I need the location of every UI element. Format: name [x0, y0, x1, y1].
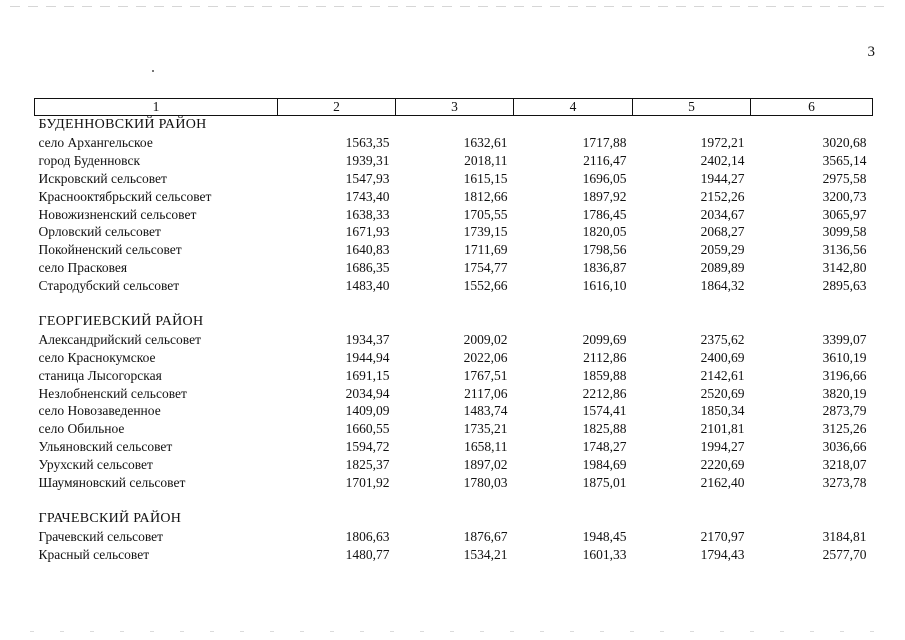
value-cell-col-4: 1948,45	[582, 528, 627, 544]
scan-artifact-top	[10, 6, 890, 7]
table-row	[35, 349, 873, 367]
district-name: ГЕОРГИЕВСКИЙ РАЙОН	[38, 313, 204, 329]
value-cell-col-6: 3610,19	[822, 349, 867, 365]
settlement-name: Ульяновский сельсовет	[38, 439, 173, 455]
value-cell-col-4: 1748,27	[582, 439, 627, 455]
value-cell-col-6: 3065,97	[822, 206, 867, 222]
value-cell-col-4: 1717,88	[582, 134, 627, 150]
value-cell-col-6: 3099,58	[822, 224, 867, 240]
value-cell-col-2: 1409,09	[345, 403, 390, 419]
value-cell-col-2: 1825,37	[345, 457, 390, 473]
table-row	[35, 331, 873, 349]
value-cell-col-4: 1820,05	[582, 224, 627, 240]
value-cell-col-6: 2895,63	[822, 278, 867, 294]
value-cell-col-5: 2034,67	[700, 206, 745, 222]
value-cell-col-5: 2520,69	[700, 385, 745, 401]
value-cell-col-2: 1483,40	[345, 278, 390, 294]
value-cell-col-4: 1786,45	[582, 206, 627, 222]
value-cell-col-4: 1616,10	[582, 278, 627, 294]
table-row	[35, 152, 873, 170]
settlement-name: село Новозаведенное	[38, 403, 161, 419]
table-row	[35, 134, 873, 152]
value-cell-col-4: 2112,86	[583, 349, 627, 365]
section-spacer	[35, 492, 873, 510]
settlement-name: Покойненский сельсовет	[38, 242, 182, 258]
value-cell-col-2: 1701,92	[345, 475, 390, 491]
value-cell-col-2: 1547,93	[345, 170, 390, 186]
table-row	[35, 474, 873, 492]
table-row	[35, 206, 873, 224]
value-cell-col-2: 1660,55	[345, 421, 390, 437]
value-cell-col-2: 2034,94	[345, 385, 390, 401]
value-cell-col-4: 1859,88	[582, 367, 627, 383]
value-cell-col-3: 1739,15	[463, 224, 508, 240]
table-row	[35, 402, 873, 420]
value-cell-col-2: 1686,35	[345, 260, 390, 276]
column-header-1: 1	[35, 99, 278, 116]
district-header-row	[35, 313, 873, 331]
table-row	[35, 170, 873, 188]
value-cell-col-2: 1480,77	[345, 546, 390, 562]
value-cell-col-5: 2152,26	[700, 188, 745, 204]
value-cell-col-5: 1864,32	[700, 278, 745, 294]
table-row	[35, 277, 873, 295]
value-cell-col-4: 1836,87	[582, 260, 627, 276]
table-row	[35, 438, 873, 456]
value-cell-col-2: 1944,94	[345, 349, 390, 365]
column-header-5: 5	[633, 99, 751, 116]
table-row	[35, 385, 873, 403]
settlement-name: Новожизненский сельсовет	[38, 206, 197, 222]
value-cell-col-2: 1743,40	[345, 188, 390, 204]
value-cell-col-5: 2170,97	[700, 528, 745, 544]
value-cell-col-2: 1563,35	[345, 134, 390, 150]
value-cell-col-5: 2068,27	[700, 224, 745, 240]
column-header-6: 6	[751, 99, 873, 116]
value-cell-col-5: 1994,27	[700, 439, 745, 455]
table-row	[35, 420, 873, 438]
value-cell-col-6: 3020,68	[822, 134, 867, 150]
value-cell-col-3: 2009,02	[463, 331, 508, 347]
settlement-name: Искровский сельсовет	[38, 170, 167, 186]
settlement-name: Урухский сельсовет	[38, 457, 153, 473]
value-cell-col-5: 2162,40	[700, 475, 745, 491]
value-cell-col-3: 1658,11	[464, 439, 508, 455]
section-spacer	[35, 295, 873, 313]
value-cell-col-5: 2375,62	[700, 331, 745, 347]
settlement-name: Стародубский сельсовет	[38, 278, 180, 294]
value-cell-col-5: 2142,61	[700, 367, 745, 383]
value-cell-col-4: 1601,33	[582, 546, 627, 562]
settlement-name: село Обильное	[38, 421, 125, 437]
value-cell-col-3: 1767,51	[463, 367, 508, 383]
table-row	[35, 259, 873, 277]
column-header-3: 3	[396, 99, 514, 116]
settlement-name: Орловский сельсовет	[38, 224, 161, 240]
value-cell-col-2: 1806,63	[345, 528, 390, 544]
table-body	[35, 116, 873, 564]
table-row	[35, 528, 873, 546]
value-cell-col-5: 2402,14	[700, 152, 745, 168]
value-cell-col-4: 1984,69	[582, 457, 627, 473]
table-row	[35, 456, 873, 474]
value-cell-col-3: 1812,66	[463, 188, 508, 204]
value-cell-col-3: 2018,11	[464, 152, 508, 168]
value-cell-col-6: 2577,70	[822, 546, 867, 562]
value-cell-col-2: 1671,93	[345, 224, 390, 240]
value-cell-col-6: 3399,07	[822, 331, 867, 347]
district-header-row	[35, 510, 873, 528]
header-row	[35, 99, 873, 116]
value-cell-col-6: 3196,66	[822, 367, 867, 383]
value-cell-col-4: 1696,05	[582, 170, 627, 186]
settlement-name: село Прасковея	[38, 260, 128, 276]
value-cell-col-5: 2089,89	[700, 260, 745, 276]
column-header-2: 2	[278, 99, 396, 116]
value-cell-col-4: 2212,86	[582, 385, 627, 401]
scan-artifact-bottom	[30, 631, 880, 632]
value-cell-col-6: 3200,73	[822, 188, 867, 204]
value-cell-col-3: 1711,69	[464, 242, 508, 258]
value-cell-col-6: 3184,81	[822, 528, 867, 544]
table-row	[35, 546, 873, 564]
value-cell-col-6: 3125,26	[822, 421, 867, 437]
value-cell-col-3: 1705,55	[463, 206, 508, 222]
value-cell-col-6: 3136,56	[822, 242, 867, 258]
value-cell-col-5: 1944,27	[700, 170, 745, 186]
value-cell-col-3: 1534,21	[463, 546, 508, 562]
settlement-name: село Краснокумское	[38, 349, 156, 365]
value-cell-col-3: 1615,15	[463, 170, 508, 186]
settlement-name: Александрийский сельсовет	[38, 331, 201, 347]
value-cell-col-3: 1897,02	[463, 457, 508, 473]
settlement-name: Грачевский сельсовет	[38, 528, 164, 544]
spacer-cell	[35, 295, 873, 313]
spacer-cell	[35, 492, 873, 510]
value-cell-col-6: 2873,79	[822, 403, 867, 419]
district-name: ГРАЧЕВСКИЙ РАЙОН	[38, 510, 182, 526]
scan-speck	[152, 70, 154, 72]
value-cell-col-5: 1850,34	[700, 403, 745, 419]
district-header-row	[35, 116, 873, 134]
tariff-table-container	[34, 98, 872, 564]
value-cell-col-3: 2117,06	[464, 385, 508, 401]
tariff-table	[34, 98, 873, 564]
value-cell-col-3: 2022,06	[463, 349, 508, 365]
district-name: БУДЕННОВСКИЙ РАЙОН	[38, 117, 207, 132]
value-cell-col-2: 1638,33	[345, 206, 390, 222]
value-cell-col-6: 3273,78	[822, 475, 867, 491]
value-cell-col-6: 3036,66	[822, 439, 867, 455]
value-cell-col-2: 1691,15	[345, 367, 390, 383]
page-number: 3	[867, 44, 875, 60]
value-cell-col-6: 3565,14	[822, 152, 867, 168]
value-cell-col-3: 1754,77	[463, 260, 508, 276]
settlement-name: село Архангельское	[38, 134, 153, 150]
value-cell-col-4: 2099,69	[582, 331, 627, 347]
value-cell-col-3: 1876,67	[463, 528, 508, 544]
settlement-name: Незлобненский сельсовет	[38, 385, 187, 401]
value-cell-col-6: 3142,80	[822, 260, 867, 276]
column-header-4: 4	[514, 99, 633, 116]
value-cell-col-4: 1574,41	[582, 403, 627, 419]
value-cell-col-5: 2059,29	[700, 242, 745, 258]
settlement-name: город Буденновск	[38, 152, 141, 168]
value-cell-col-5: 1972,21	[700, 134, 745, 150]
value-cell-col-3: 1483,74	[463, 403, 508, 419]
value-cell-col-6: 3218,07	[822, 457, 867, 473]
value-cell-col-3: 1632,61	[463, 134, 508, 150]
table-row	[35, 223, 873, 241]
value-cell-col-5: 2400,69	[700, 349, 745, 365]
value-cell-col-4: 1875,01	[582, 475, 627, 491]
value-cell-col-5: 2101,81	[700, 421, 745, 437]
value-cell-col-2: 1594,72	[345, 439, 390, 455]
table-row	[35, 188, 873, 206]
value-cell-col-3: 1735,21	[463, 421, 508, 437]
settlement-name: Красный сельсовет	[38, 546, 150, 562]
settlement-name: Краснооктябрьский сельсовет	[38, 188, 212, 204]
value-cell-col-6: 2975,58	[822, 170, 867, 186]
value-cell-col-2: 1934,37	[345, 331, 390, 347]
value-cell-col-5: 2220,69	[700, 457, 745, 473]
value-cell-col-4: 1825,88	[582, 421, 627, 437]
value-cell-col-2: 1939,31	[345, 152, 390, 168]
value-cell-col-4: 1798,56	[582, 242, 627, 258]
value-cell-col-3: 1780,03	[463, 475, 508, 491]
table-row	[35, 367, 873, 385]
value-cell-col-4: 2116,47	[583, 152, 627, 168]
value-cell-col-2: 1640,83	[345, 242, 390, 258]
value-cell-col-5: 1794,43	[700, 546, 745, 562]
settlement-name: станица Лысогорская	[38, 367, 162, 383]
settlement-name: Шаумяновский сельсовет	[38, 475, 186, 491]
table-row	[35, 241, 873, 259]
value-cell-col-3: 1552,66	[463, 278, 508, 294]
value-cell-col-6: 3820,19	[822, 385, 867, 401]
value-cell-col-4: 1897,92	[582, 188, 627, 204]
